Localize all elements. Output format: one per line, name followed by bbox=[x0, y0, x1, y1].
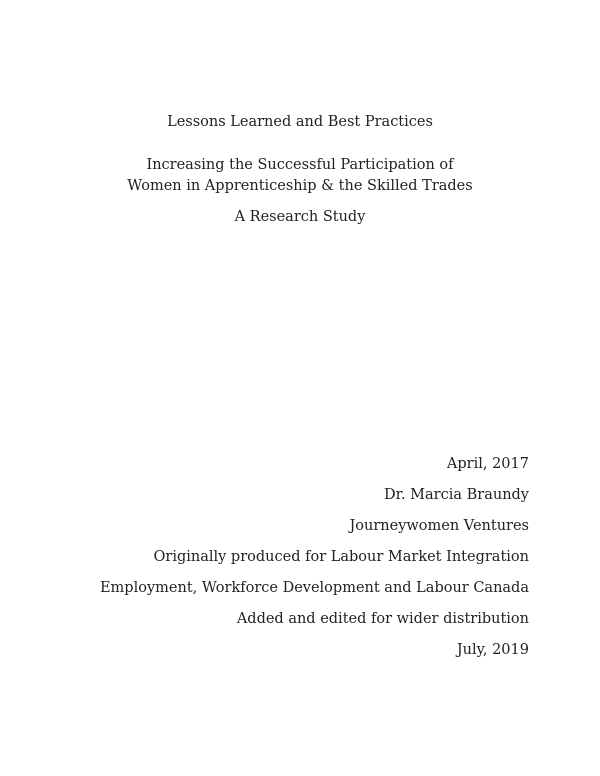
date-original: April, 2017 bbox=[446, 456, 529, 472]
distribution-note: Added and edited for wider distribution bbox=[236, 611, 529, 627]
author-name: Dr. Marcia Braundy bbox=[384, 487, 529, 503]
subtitle-line-2: Women in Apprenticeship & the Skilled Trades bbox=[127, 178, 473, 194]
study-type: A Research Study bbox=[234, 209, 366, 225]
document-title: Lessons Learned and Best Practices bbox=[167, 114, 433, 130]
production-note: Originally produced for Labour Market Integration bbox=[153, 549, 529, 565]
department-name: Employment, Workforce Development and Labour Canada bbox=[99, 580, 529, 596]
organization-name: Journeywomen Ventures bbox=[349, 518, 529, 534]
subtitle-line-1: Increasing the Successful Participation of bbox=[146, 157, 454, 173]
document-details bbox=[69, 454, 529, 671]
date-revised: July, 2019 bbox=[456, 642, 529, 658]
